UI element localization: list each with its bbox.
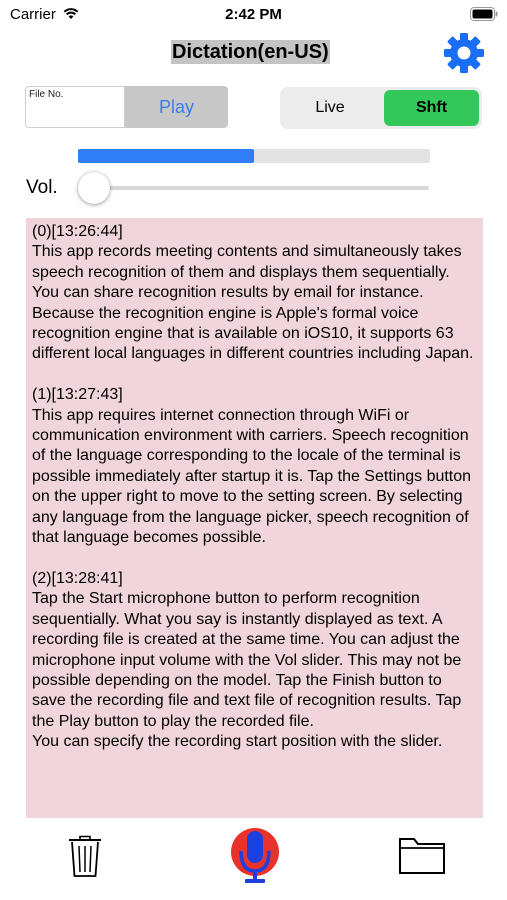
trash-icon[interactable]: [68, 834, 102, 878]
entry-text: Tap the Start microphone button to perform recognition sequentially. What you say is instantly displayed as text. A recording file is created at the same time. You can adjust the microphone input volume with the Vol slider. This may not be possible depending on the model. Tap the Finish button to save the recording file and text file of recognition results. Tap the Play button to play the recorded file.: [32, 590, 462, 730]
volume-slider-track[interactable]: [80, 186, 429, 190]
transcript-entry: [32, 222, 479, 365]
transcript-entry: [32, 385, 479, 548]
carrier-label: Carrier: [10, 6, 56, 23]
entry-timestamp: (2)[13:28:41]: [32, 569, 123, 587]
transcript-entry: [32, 569, 479, 753]
entry-text: This app requires internet connection through WiFi or communication environment with carriers. Speech recognition of the language corresponding to the locale of the terminal is possible immediately after startup it is. Tap the Settings button on the upper right to move to the setting screen. By selecting any language from the language picker, speech recognition of that language becomes possible.: [32, 406, 472, 547]
segment-live[interactable]: Live: [315, 99, 345, 116]
entry-timestamp: (1)[13:27:43]: [32, 386, 123, 404]
progress-fill: [78, 149, 254, 163]
entry-timestamp: (0)[13:26:44]: [32, 223, 123, 240]
entry-text-continued: You can specify the recording start position with the slider.: [32, 733, 443, 751]
play-button[interactable]: Play: [125, 86, 228, 128]
microphone-icon[interactable]: [229, 825, 281, 887]
clock: 2:42 PM: [225, 6, 282, 23]
mode-segmented-control: [280, 87, 482, 129]
volume-label: Vol.: [26, 177, 58, 198]
segment-shft[interactable]: Shft: [384, 90, 479, 126]
page-title: Dictation(en-US): [172, 41, 329, 63]
folder-icon[interactable]: [398, 835, 446, 875]
entry-text: This app records meeting contents and simultaneously takes speech recognition of them and displays them sequentially. You can share recognition results by email for instance. Because the recognition engine is Apple's formal voice recognition engine that is available on iOS10, it supports 63 different local languages in different countries including Japan.: [32, 243, 474, 363]
battery-icon: [470, 7, 498, 26]
gear-icon[interactable]: [443, 32, 485, 74]
file-number-label: File No.: [29, 89, 64, 100]
transcript-text-view[interactable]: [26, 218, 483, 818]
progress-bar: [78, 149, 430, 163]
file-number-input[interactable]: [25, 86, 125, 128]
volume-slider-thumb[interactable]: [78, 172, 110, 204]
status-bar: [0, 0, 507, 30]
